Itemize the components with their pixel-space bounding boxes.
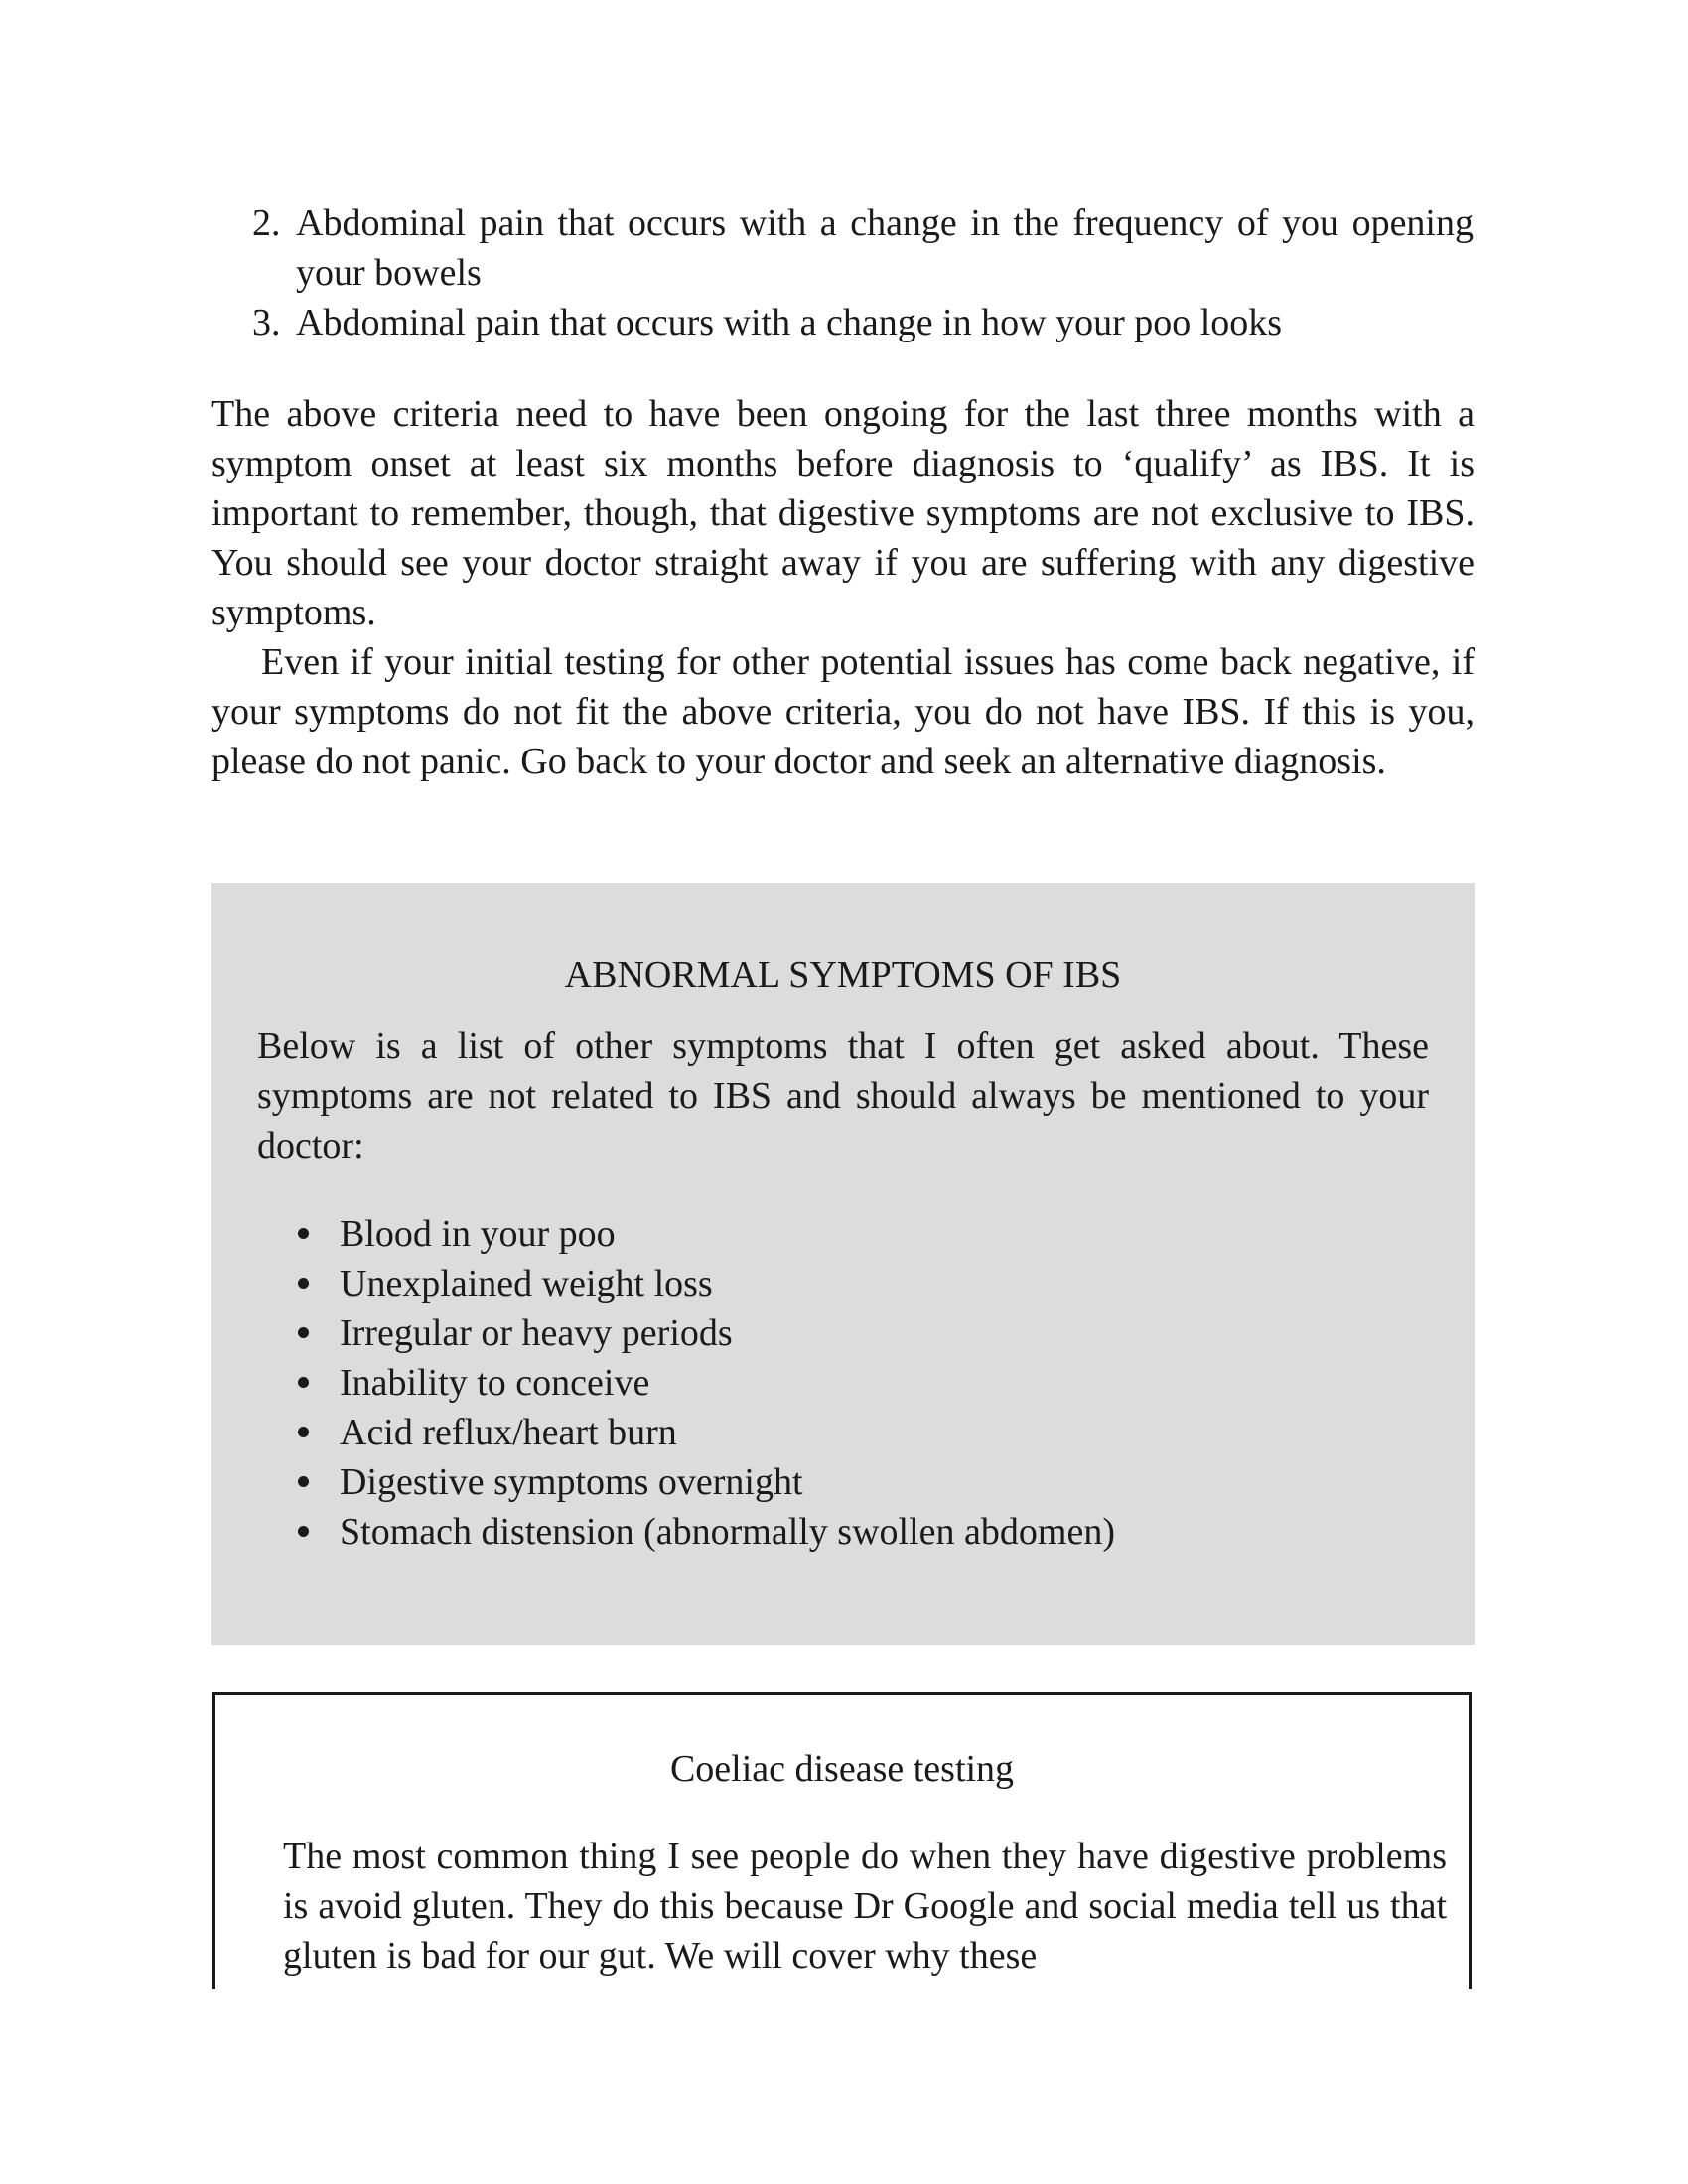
list-item bbox=[294, 1457, 1115, 1507]
list-item bbox=[242, 199, 1474, 298]
coeliac-testing-box bbox=[212, 1692, 1472, 1989]
list-item-text: Inability to conceive bbox=[340, 1362, 650, 1404]
list-number: 3. bbox=[252, 302, 281, 343]
list-item-text: Stomach distension (abnormally swollen abdomen) bbox=[340, 1511, 1115, 1553]
list-number: 2. bbox=[252, 203, 281, 244]
list-item bbox=[294, 1259, 1115, 1308]
list-item bbox=[294, 1408, 1115, 1457]
list-item bbox=[294, 1308, 1115, 1358]
list-item-text: Unexplained weight loss bbox=[340, 1263, 713, 1304]
abnormal-symptoms-list bbox=[294, 1209, 1115, 1557]
criteria-duration-paragraph: The above criteria need to have been ongoing for the last three months with a symptom onset at least six months before diagnosis to ‘qualify’ as IBS. It is important to remember, though, that digestive symptoms are not exclusive to IBS. You should see your doctor straight away if you are suffering with any digestive symptoms. bbox=[211, 393, 1475, 633]
list-item-text: Irregular or heavy periods bbox=[340, 1312, 733, 1354]
abnormal-symptoms-heading: ABNORMAL SYMPTOMS OF IBS bbox=[564, 954, 1122, 996]
bullet-icon bbox=[298, 1476, 309, 1487]
bullet-icon bbox=[298, 1427, 309, 1437]
bullet-icon bbox=[298, 1526, 309, 1537]
abnormal-symptoms-intro: Below is a list of other symptoms that I often get asked about. These symptoms are not related to IBS and should always be mentioned to your doctor: bbox=[257, 1025, 1429, 1166]
list-item bbox=[294, 1209, 1115, 1259]
criteria-list bbox=[242, 199, 1474, 347]
bullet-icon bbox=[298, 1228, 309, 1239]
coeliac-testing-text: The most common thing I see people do when they have digestive problems is avoid gluten. They do this because Dr Google and social media tell us that gluten is bad for our gut. We will cover why these bbox=[283, 1836, 1447, 1977]
abnormal-symptoms-box bbox=[211, 883, 1475, 1645]
bullet-icon bbox=[298, 1278, 309, 1289]
list-item-text: Digestive symptoms overnight bbox=[340, 1461, 803, 1503]
coeliac-testing-heading: Coeliac disease testing bbox=[669, 1748, 1015, 1790]
list-item bbox=[294, 1358, 1115, 1408]
list-item-text: Abdominal pain that occurs with a change in how your poo looks bbox=[296, 302, 1283, 343]
bullet-icon bbox=[298, 1327, 309, 1338]
list-item bbox=[242, 298, 1474, 347]
list-item-text: Acid reflux/heart burn bbox=[340, 1412, 677, 1453]
list-item-text: Blood in your poo bbox=[340, 1213, 616, 1255]
negative-testing-paragraph: Even if your initial testing for other potential issues has come back negative, if your symptoms do not fit the above criteria, you do not have IBS. If this is you, please do not panic. Go back to your doctor and seek an alternative diagnosis. bbox=[211, 641, 1475, 782]
list-item-text: Abdominal pain that occurs with a change in the frequency of you opening your bowels bbox=[296, 203, 1474, 294]
list-item bbox=[294, 1507, 1115, 1557]
bullet-icon bbox=[298, 1377, 309, 1388]
